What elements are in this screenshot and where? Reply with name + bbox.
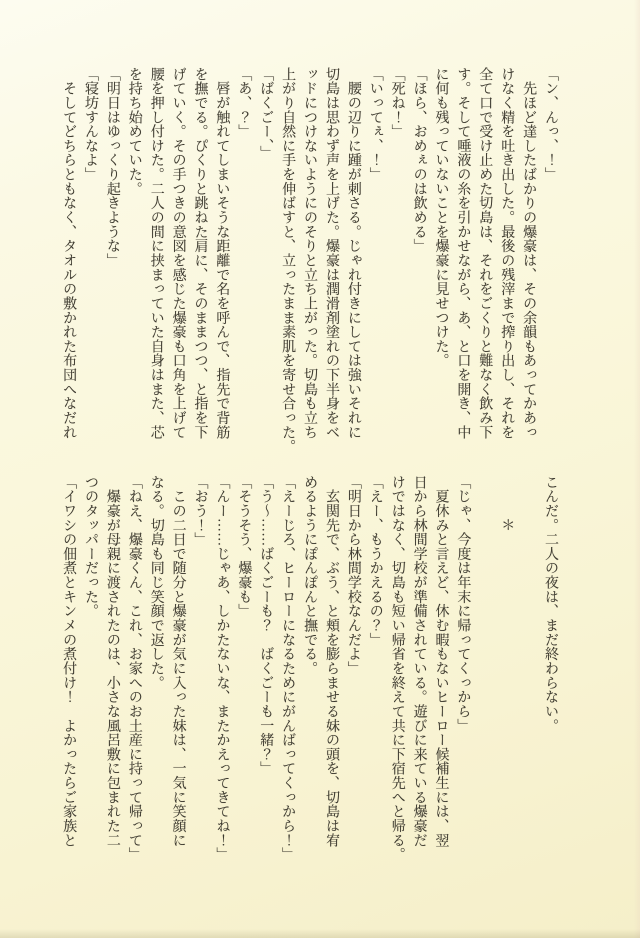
text-column: めるようにぽんぽんと撫でる。 xyxy=(302,475,318,676)
text-column: 「おう！」 xyxy=(192,475,208,547)
text-column: 全て口で受け止めた切島は、それをごくりと難なく飲み下 xyxy=(477,67,493,440)
text-column: 「寝坊すんなよ」 xyxy=(82,67,98,182)
text-column: 「明日から林間学校なんだよ」 xyxy=(345,475,361,676)
text-column: 「ほら、おめぇのは飲める」 xyxy=(411,67,427,254)
text-column: げていく。その手つきの意図を感じた爆豪も口角を上げて xyxy=(170,67,186,440)
text-column: 「えーじろ、ヒーローになるためにがんばってくっから！」 xyxy=(280,475,296,862)
text-column: 腰の辺りに踵が刺さる。じゃれ付きにしては強いそれに xyxy=(345,67,361,440)
text-column: 切島は思わず声を上げた。爆豪は潤滑剤塗れの下半身をベ xyxy=(323,67,339,440)
text-column: なる。切島も同じ笑顔で返した。 xyxy=(148,475,164,690)
text-column: 「そうそう、爆豪も」 xyxy=(236,475,252,619)
text-column: 爆豪が母親に渡されたのは、小さな風呂敷に包まれた二 xyxy=(104,475,120,848)
text-column: 「じゃ、今度は年末に帰ってくっから」 xyxy=(455,475,471,733)
text-column: つのタッパーだった。 xyxy=(83,475,98,619)
text-column: 先ほど達したばかりの爆豪は、その余韻もあってかあっ xyxy=(521,67,537,440)
upper-text-block xyxy=(57,67,561,459)
text-column: 日から林間学校が準備されている。遊びに来ている爆豪だ xyxy=(411,475,427,848)
text-column: 「えー、もうかえるの？」 xyxy=(367,475,383,647)
text-column: けではなく、切島も短い帰省を終えて共に下宿先へと帰る。 xyxy=(389,475,405,862)
text-column: 腰を押し付けた。二人の間に挟まっていた自身はまた、芯 xyxy=(148,67,164,440)
text-column: 「あ、？」 xyxy=(236,67,252,139)
text-column: 「ばくごー、」 xyxy=(258,67,274,161)
text-column: そしてどちらともなく、タオルの敷かれた布団へなだれ xyxy=(61,67,77,440)
text-column: 唇が触れてしまいそうな距離で名を呼んで、指先で背筋 xyxy=(214,67,230,440)
text-column: 「いってぇ、！」 xyxy=(367,67,383,182)
text-column: 「明日はゆっくり起きような」 xyxy=(104,67,120,268)
text-column: こんだ。二人の夜は、まだ終わらない。 xyxy=(543,475,558,733)
text-column: 「う〜……ばくごーも？ ばくごーも一緒？」 xyxy=(258,475,274,776)
text-column: に何も残っていないことを爆豪に見せつけた。 xyxy=(433,67,449,368)
text-column: を持ち始めていた。 xyxy=(126,67,142,196)
text-column: この二日で随分と爆豪が気に入った妹は、一気に笑顔に xyxy=(170,475,186,848)
section-separator: ＊ xyxy=(499,475,515,533)
text-column: 「んー……じゃあ、しかたないな、またかえってきてね！」 xyxy=(214,475,230,862)
text-column: を撫でる。ぴくりと跳ねた肩に、そのままつつ、と指を下 xyxy=(192,67,208,440)
text-column: 「イワシの佃煮とキンメの煮付け！ よかったらご家族と xyxy=(61,475,77,848)
text-column: 上がり自然に手を伸ばすと、立ったまま素肌を寄せ合った。 xyxy=(280,67,296,454)
text-column: 玄関先で、ぶう、と頬を膨らませる妹の頭を、切島は宥 xyxy=(323,475,339,848)
text-column: ッドにつけないようにのそりと立ち上がった。切島も立ち xyxy=(302,67,318,440)
lower-text-block xyxy=(57,475,561,867)
page-right-edge-shading xyxy=(634,0,640,938)
text-column: 夏休みと言えど、休む暇もないヒーロー候補生には、翌 xyxy=(433,475,449,848)
text-column: す。そして唾液の糸を引かせながら、あ、と口を開き、中 xyxy=(455,67,471,440)
text-column: けなく精を吐き出した。最後の残滓まで搾り出し、それを xyxy=(499,67,515,440)
text-column: 「ねえ、爆豪くん、これ、お家へのお土産に持って帰って」 xyxy=(126,475,142,862)
text-column: 「ン、んっ、！」 xyxy=(543,67,558,182)
page-bottom-scan-shadow xyxy=(0,929,640,938)
text-column: 「死ね！」 xyxy=(389,67,405,139)
